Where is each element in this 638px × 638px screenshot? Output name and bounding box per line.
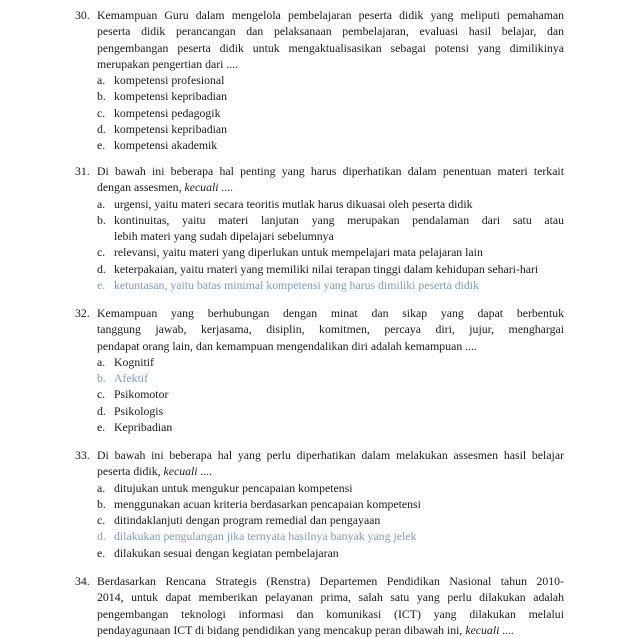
question-34: [75, 573, 564, 638]
option-text: dilakukan sesuai dengan kegiatan pembelajaran: [114, 545, 339, 560]
answer-option-c: [97, 105, 564, 121]
question-text: merupakan pengertian dari ....: [97, 56, 239, 71]
option-letter: a.: [97, 196, 106, 211]
question-text: dengan assesmen,: [97, 180, 185, 195]
question-text-line: [97, 56, 564, 72]
question-text: peserta didik perancangan dan pelaksanaan pembelajaran, evaluasi hasil belajar, dan: [97, 24, 564, 39]
option-letter: b.: [97, 89, 106, 104]
question-text: tanggung jawab, kerjasama, disiplin, komitmen, percaya diri, jujur, menghargai: [97, 322, 564, 337]
question-text-line: [97, 179, 564, 195]
question-number: 33.: [75, 448, 90, 462]
option-letter: c.: [97, 105, 106, 120]
option-letter: e.: [97, 420, 106, 435]
question-text-line: [97, 338, 564, 354]
question-text-line: [97, 305, 564, 321]
answer-option-b: [97, 88, 564, 104]
answer-option-e: [97, 137, 564, 153]
question-text: 2014, untuk dapat memberikan pelayanan prima, salah satu yang perlu dilakukan adalah: [97, 590, 564, 605]
question-number: 32.: [75, 306, 90, 320]
answer-option-e: [97, 277, 564, 293]
option-text: kompetensi pedagogik: [114, 105, 221, 120]
answer-option-d: [97, 121, 564, 137]
option-text: Psikomotor: [114, 387, 169, 402]
option-text: Kepribadian: [114, 420, 173, 435]
answer-option-e: [97, 419, 564, 435]
option-text: kompetensi profesional: [114, 73, 225, 88]
answer-option-b: [97, 370, 564, 386]
answer-option-c: [97, 512, 564, 528]
option-text: dilakukan pengulangan jika ternyata hasilnya banyak yang jelek: [114, 529, 417, 544]
option-text: Kognitif: [114, 354, 154, 369]
question-text-line: [97, 40, 564, 56]
question-text: Kemampuan yang berhubungan dengan minat dan sikap yang dapat berbentuk: [97, 306, 564, 320]
option-letter: d.: [97, 261, 106, 276]
option-letter: b.: [97, 371, 106, 386]
question-text: pengembangan teknologi informasi dan komunikasi (ICT) yang dilakukan melalui: [97, 606, 564, 621]
answer-option-b: [97, 496, 564, 512]
option-letter: c.: [97, 245, 106, 260]
question-emphasis: kecuali ....: [184, 180, 234, 195]
answer-option-d: [97, 403, 564, 419]
option-text: kontinuitas, yaitu materi lanjutan yang merupakan pendalaman dari satu atau: [114, 212, 564, 227]
question-number: 31.: [75, 164, 90, 178]
answer-option-d: [97, 261, 564, 277]
question-text-line: [97, 573, 564, 589]
question-text: pendayagunaan ICT di bidang pendidikan yang mencakup peran dibawah ini,: [97, 622, 466, 637]
question-30: [75, 7, 564, 154]
answer-option-e: [97, 545, 564, 561]
option-text: Afektif: [114, 371, 149, 386]
option-text: kompetensi kepribadian: [114, 122, 228, 137]
question-emphasis: kecuali ....: [465, 622, 515, 637]
option-letter: e.: [97, 278, 106, 293]
question-text: pengembangan peserta didik untuk mengaktualisasikan sebagai potensi yang dimilikinya: [97, 40, 564, 55]
question-number: 30.: [75, 8, 90, 22]
question-text-line: [97, 463, 564, 479]
question-text: peserta didik,: [97, 464, 164, 479]
option-text: relevansi, yaitu materi yang diperlukan untuk mempelajari mata pelajaran lain: [114, 245, 483, 260]
option-text: ditujukan untuk mengukur pencapaian kompetensi: [114, 480, 353, 495]
question-text-line: [97, 606, 564, 622]
answer-option-a: [97, 72, 564, 88]
option-letter: a.: [97, 480, 106, 495]
option-letter: a.: [97, 354, 106, 369]
option-text: kompetensi kepribadian: [114, 89, 228, 104]
answer-option-c: [97, 244, 564, 260]
question-emphasis: kecuali ....: [163, 464, 213, 479]
option-text: ketuntasan, yaitu batas minimal kompetensi yang harus dimiliki peserta didik: [114, 278, 479, 293]
question-text: Di bawah ini beberapa hal penting yang harus diperhatikan dalam penentuan materi terkait: [97, 164, 564, 178]
option-letter: c.: [97, 387, 106, 402]
answer-option-a: [97, 354, 564, 370]
answer-option-a: [97, 196, 564, 212]
option-text: ditindaklanjuti dengan program remedial dan pengayaan: [114, 513, 381, 528]
question-text-line: [97, 23, 564, 39]
option-text: urgensi, yaitu materi secara teoritis mutlak harus dikuasai oleh peserta didik: [114, 196, 473, 211]
question-text-line: [97, 447, 564, 463]
answer-option-a: [97, 480, 564, 496]
question-number: 34.: [75, 574, 90, 588]
option-letter: a.: [97, 73, 106, 88]
option-text: menggunakan acuan kriteria berdasarkan pencapaian kompetensi: [114, 496, 421, 511]
option-letter: d.: [97, 529, 106, 544]
question-32: [75, 305, 564, 435]
option-letter: d.: [97, 122, 106, 137]
option-text: lebih materi yang sudah dipelajari sebelumnya: [114, 229, 334, 244]
option-letter: c.: [97, 513, 106, 528]
question-text-line: [97, 321, 564, 337]
question-31: [75, 163, 564, 293]
answer-option-d: [97, 528, 564, 544]
option-text: kompetensi akademik: [114, 138, 218, 153]
question-text: Di bawah ini beberapa hal yang perlu diperhatikan dalam melakukan assesmen hasil belajar: [97, 448, 564, 462]
question-text-line: [97, 589, 564, 605]
option-letter: e.: [97, 138, 106, 153]
option-letter: b.: [97, 496, 106, 511]
question-text-line: [97, 163, 564, 179]
option-text: Psikologis: [114, 403, 164, 418]
option-letter: d.: [97, 403, 106, 418]
answer-option-b: [97, 212, 564, 245]
answer-option-c: [97, 386, 564, 402]
question-text: pendapat orang lain, dan kemampuan mengendalikan diri adalah kemampuan ....: [97, 338, 477, 353]
question-text-line: [97, 7, 564, 23]
question-text: Kemampuan Guru dalam mengelola pembelajaran peserta didik yang meliputi pemahaman: [97, 8, 564, 22]
question-33: [75, 447, 564, 561]
option-letter: b.: [97, 212, 106, 227]
question-text: Berdasarkan Rencana Strategis (Renstra) Departemen Pendidikan Nasional tahun 2010-: [97, 574, 564, 588]
option-letter: e.: [97, 545, 106, 560]
option-text: keterpakaian, yaitu rnateri yang memiliki nilai terapan tinggi dalam kehidupan sehari-hari: [114, 261, 539, 276]
